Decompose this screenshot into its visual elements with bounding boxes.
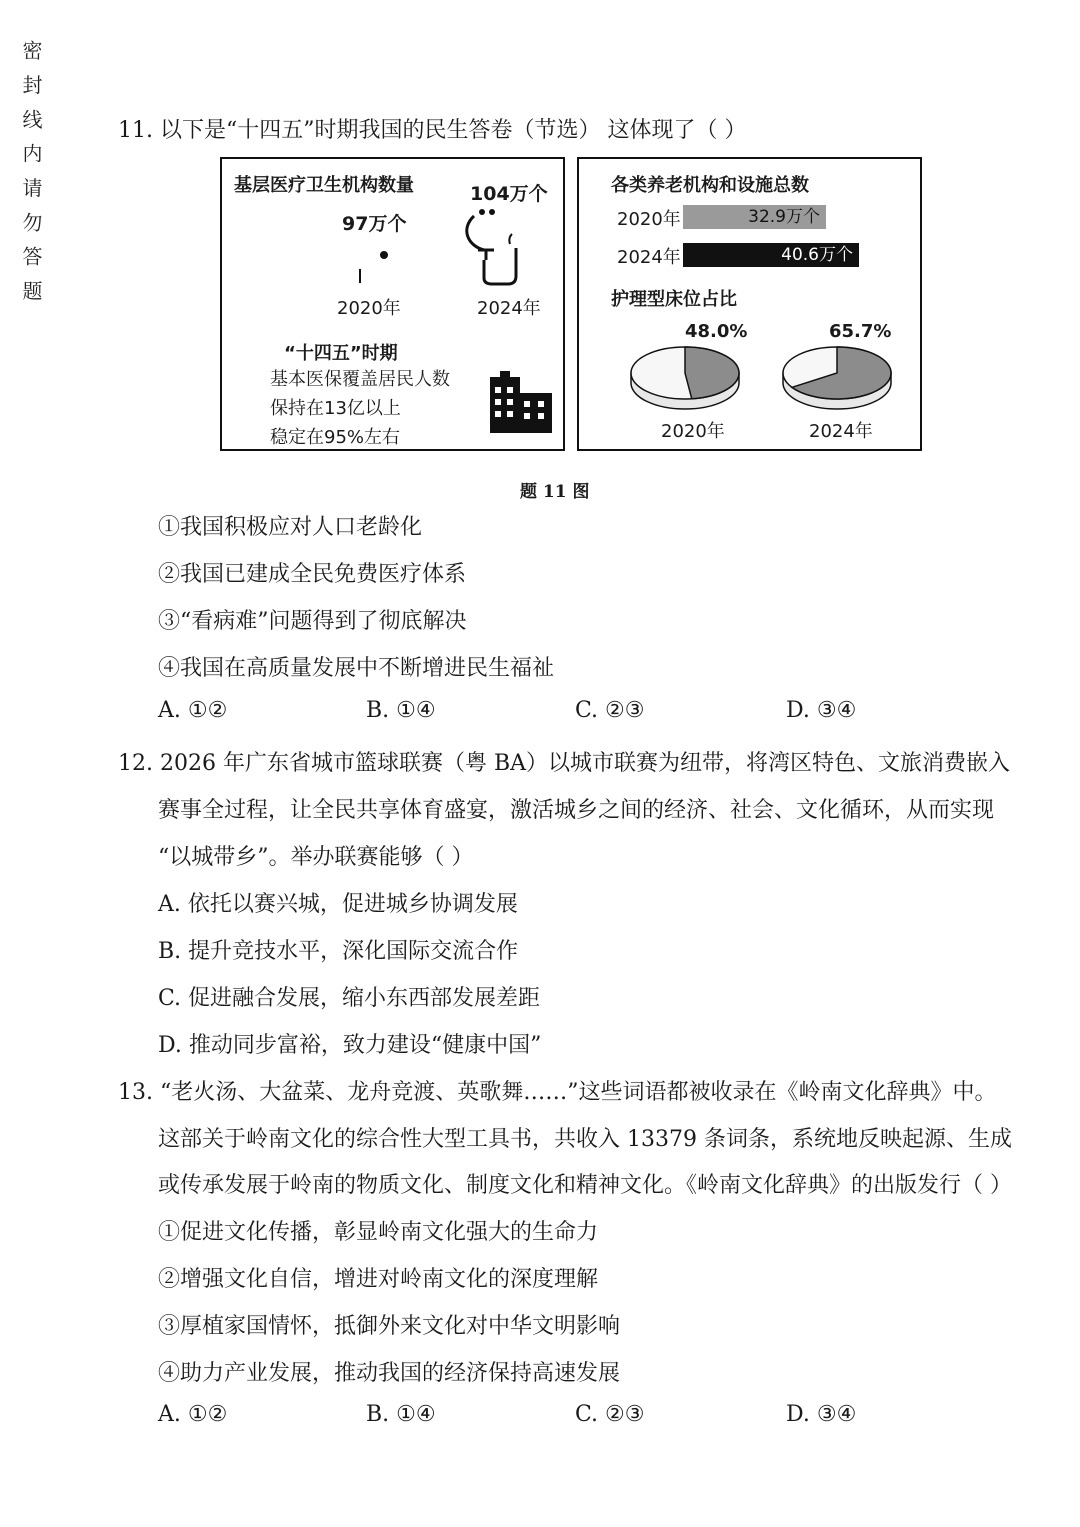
clinic-count-2020: 97万个 [342,213,407,235]
q11-item-3: ③“看病难”问题得到了彻底解决 [158,609,467,634]
q12-stem-line-2: 赛事全过程，让全民共享体育盛宴，激活城乡之间的经济、社会、文化循环，从而实现 [158,798,995,823]
insurance-line-3: 稳定在95%左右 [270,427,401,448]
figure-right-panel [577,157,922,451]
pie-2020-value: 48.0% [685,321,748,342]
q13-option-d[interactable]: D. ③④ [786,1402,857,1427]
q12-stem-line-1: 12. 2026 年广东省城市篮球联赛（粤 BA）以城市联赛为纽带，将湾区特色、文旅消费嵌入 [118,751,1011,776]
q11-item-4: ④我国在高质量发展中不断增进民生福祉 [158,656,555,681]
q13-stem-line-3: 或传承发展于岭南的物质文化、制度文化和精神文化。《岭南文化辞典》的出版发行（ ） [158,1173,1012,1198]
pie-2020 [627,343,747,413]
margin-seal-note: 密 封 线 内 请 勿 答 题 [19,40,43,305]
q11-option-c[interactable]: C. ②③ [575,698,645,723]
q12-option-a[interactable]: A. 依托以赛兴城，促进城乡协调发展 [158,892,518,917]
q13-option-a[interactable]: A. ①② [158,1402,228,1427]
small-stethoscope-icon [342,237,402,287]
pie-2020-year: 2020年 [661,421,725,442]
q11-option-a[interactable]: A. ①② [158,698,228,723]
bar-2024-label: 2024年 [617,247,681,268]
q12-stem-line-3: “以城带乡”。举办联赛能够（ ） [158,845,474,870]
q13-item-4: ④助力产业发展，推动我国的经济保持高速发展 [158,1361,621,1386]
period-label: “十四五”时期 [284,343,398,364]
q12-option-c[interactable]: C. 促进融合发展，缩小东西部发展差距 [158,986,541,1011]
bar-2020 [683,205,826,229]
figure-left-panel [220,157,565,451]
insurance-line-1: 基本医保覆盖居民人数 [270,369,450,390]
q12-option-d[interactable]: D. 推动同步富裕，致力建设“健康中国” [158,1033,542,1058]
large-stethoscope-icon [458,204,538,289]
q11-item-2: ②我国已建成全民免费医疗体系 [158,562,467,587]
bar-2024-value: 40.6万个 [781,245,853,265]
clinic-count-title: 基层医疗卫生机构数量 [234,175,414,196]
q13-option-b[interactable]: B. ①④ [366,1402,436,1427]
q12-option-b[interactable]: B. 提升竞技水平，深化国际交流合作 [158,939,519,964]
q13-option-c[interactable]: C. ②③ [575,1402,645,1427]
figure-caption: 题 11 图 [520,482,590,502]
q13-item-1: ①促进文化传播，彰显岭南文化强大的生命力 [158,1220,599,1245]
q13-item-3: ③厚植家国情怀，抵御外来文化对中华文明影响 [158,1314,621,1339]
q11-stem: 11. 以下是“十四五”时期我国的民生答卷（节选） 这体现了（ ） [118,118,747,143]
nursing-beds-title: 护理型床位占比 [611,289,737,310]
hospital-building-icon [488,371,554,433]
clinic-year-2024: 2024年 [477,298,541,319]
pie-2024-year: 2024年 [809,421,873,442]
q11-option-d[interactable]: D. ③④ [786,698,857,723]
clinic-count-2024: 104万个 [470,183,548,205]
bar-2020-label: 2020年 [617,209,681,230]
q11-item-1: ①我国积极应对人口老龄化 [158,515,423,540]
bar-2024 [683,243,859,267]
q13-stem-line-1: 13. “老火汤、大盆菜、龙舟竞渡、英歌舞……”这些词语都被收录在《岭南文化辞典》中。 [118,1080,997,1105]
q11-option-b[interactable]: B. ①④ [366,698,436,723]
bar-2020-value: 32.9万个 [748,207,820,227]
clinic-year-2020: 2020年 [337,298,401,319]
elderly-care-title: 各类养老机构和设施总数 [611,175,809,196]
q13-stem-line-2: 这部关于岭南文化的综合性大型工具书，共收入 13379 条词条，系统地反映起源、生成 [158,1127,1012,1152]
insurance-line-2: 保持在13亿以上 [270,398,401,419]
q13-item-2: ②增强文化自信，增进对岭南文化的深度理解 [158,1267,599,1292]
pie-2024-value: 65.7% [829,321,892,342]
pie-2024 [779,343,899,413]
